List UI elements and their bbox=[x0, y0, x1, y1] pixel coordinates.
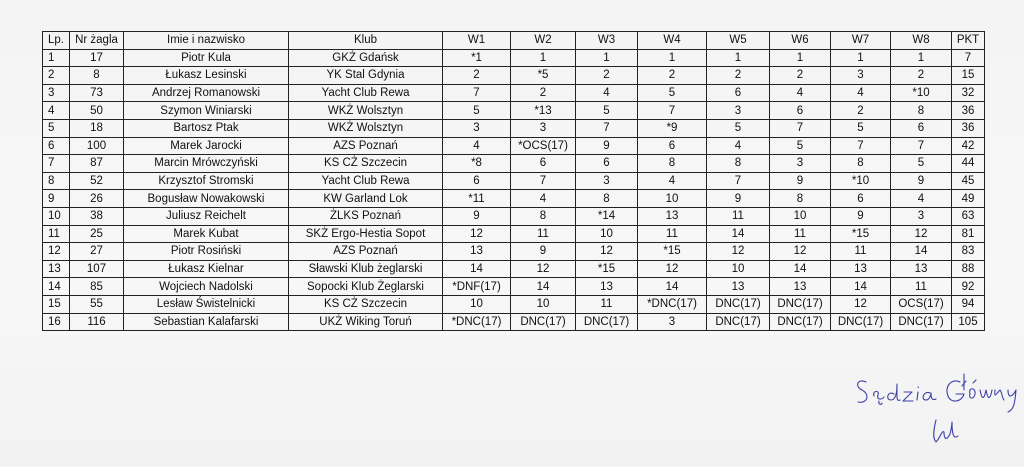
cell-w5: 14 bbox=[707, 225, 770, 243]
cell-sail-number: 100 bbox=[70, 137, 124, 155]
handwritten-signature-icon bbox=[852, 372, 1024, 462]
cell-sail-number: 27 bbox=[70, 243, 124, 261]
table-row bbox=[43, 225, 985, 243]
cell-w8: 9 bbox=[891, 172, 952, 190]
cell-w4: *15 bbox=[638, 243, 707, 261]
cell-sail-number: 26 bbox=[70, 190, 124, 208]
table-row bbox=[43, 67, 985, 85]
cell-points: 88 bbox=[952, 260, 985, 278]
cell-club: KS CŻ Szczecin bbox=[289, 155, 443, 173]
cell-w3: 12 bbox=[576, 243, 638, 261]
cell-w8: 4 bbox=[891, 190, 952, 208]
cell-w6: DNC(17) bbox=[770, 313, 831, 331]
cell-w6: 14 bbox=[770, 260, 831, 278]
table-body bbox=[43, 49, 985, 331]
cell-w1: 12 bbox=[443, 225, 511, 243]
cell-w7: 13 bbox=[831, 260, 891, 278]
cell-w7: 11 bbox=[831, 243, 891, 261]
cell-w8: 3 bbox=[891, 207, 952, 225]
cell-name: Łukasz Kielnar bbox=[124, 260, 289, 278]
cell-w4: 12 bbox=[638, 260, 707, 278]
header-w4: W4 bbox=[638, 32, 707, 50]
cell-w4: 8 bbox=[638, 155, 707, 173]
cell-w8: 11 bbox=[891, 278, 952, 296]
table-row bbox=[43, 84, 985, 102]
cell-w3: 2 bbox=[576, 67, 638, 85]
cell-sail-number: 25 bbox=[70, 225, 124, 243]
cell-points: 105 bbox=[952, 313, 985, 331]
cell-w6: 12 bbox=[770, 243, 831, 261]
cell-points: 7 bbox=[952, 49, 985, 67]
cell-points: 36 bbox=[952, 102, 985, 120]
header-w5: W5 bbox=[707, 32, 770, 50]
cell-points: 45 bbox=[952, 172, 985, 190]
cell-w5: 4 bbox=[707, 137, 770, 155]
cell-w2: 14 bbox=[511, 278, 576, 296]
cell-lp: 16 bbox=[43, 313, 70, 331]
cell-lp: 14 bbox=[43, 278, 70, 296]
cell-w3: 11 bbox=[576, 295, 638, 313]
header-w2: W2 bbox=[511, 32, 576, 50]
judge-signature bbox=[852, 372, 1024, 462]
cell-w8: OCS(17) bbox=[891, 295, 952, 313]
cell-w4: 11 bbox=[638, 225, 707, 243]
cell-club: KW Garland Lok bbox=[289, 190, 443, 208]
cell-w5: 7 bbox=[707, 172, 770, 190]
cell-w6: 6 bbox=[770, 102, 831, 120]
cell-sail-number: 38 bbox=[70, 207, 124, 225]
cell-w4: 13 bbox=[638, 207, 707, 225]
cell-club: Yacht Club Rewa bbox=[289, 84, 443, 102]
cell-w7: 12 bbox=[831, 295, 891, 313]
cell-name: Piotr Kula bbox=[124, 49, 289, 67]
cell-w2: 6 bbox=[511, 155, 576, 173]
cell-lp: 10 bbox=[43, 207, 70, 225]
cell-w8: 13 bbox=[891, 260, 952, 278]
table-row bbox=[43, 260, 985, 278]
header-club: Klub bbox=[289, 32, 443, 50]
cell-w7: 3 bbox=[831, 67, 891, 85]
cell-w2: 1 bbox=[511, 49, 576, 67]
cell-w4: 14 bbox=[638, 278, 707, 296]
cell-name: Szymon Winiarski bbox=[124, 102, 289, 120]
cell-name: Andrzej Romanowski bbox=[124, 84, 289, 102]
cell-w3: 7 bbox=[576, 119, 638, 137]
cell-w7: 6 bbox=[831, 190, 891, 208]
cell-w8: *10 bbox=[891, 84, 952, 102]
cell-w7: *15 bbox=[831, 225, 891, 243]
cell-w4: 3 bbox=[638, 313, 707, 331]
cell-name: Bogusław Nowakowski bbox=[124, 190, 289, 208]
cell-w5: 6 bbox=[707, 84, 770, 102]
cell-w7: 9 bbox=[831, 207, 891, 225]
cell-lp: 7 bbox=[43, 155, 70, 173]
table-row bbox=[43, 190, 985, 208]
cell-w4: *DNC(17) bbox=[638, 295, 707, 313]
cell-w4: 5 bbox=[638, 84, 707, 102]
cell-club: Sopocki Klub Żeglarski bbox=[289, 278, 443, 296]
cell-w1: 10 bbox=[443, 295, 511, 313]
cell-w5: 9 bbox=[707, 190, 770, 208]
cell-w3: *14 bbox=[576, 207, 638, 225]
cell-w3: 10 bbox=[576, 225, 638, 243]
cell-name: Krzysztof Stromski bbox=[124, 172, 289, 190]
cell-w6: 1 bbox=[770, 49, 831, 67]
header-sail-number: Nr żagla bbox=[70, 32, 124, 50]
cell-w6: 11 bbox=[770, 225, 831, 243]
cell-points: 94 bbox=[952, 295, 985, 313]
cell-w3: *15 bbox=[576, 260, 638, 278]
cell-w5: DNC(17) bbox=[707, 313, 770, 331]
cell-w2: *5 bbox=[511, 67, 576, 85]
table-row bbox=[43, 49, 985, 67]
cell-w7: 4 bbox=[831, 84, 891, 102]
cell-w3: 5 bbox=[576, 102, 638, 120]
cell-w2: 11 bbox=[511, 225, 576, 243]
cell-lp: 6 bbox=[43, 137, 70, 155]
cell-sail-number: 107 bbox=[70, 260, 124, 278]
table-row bbox=[43, 207, 985, 225]
cell-w2: 9 bbox=[511, 243, 576, 261]
cell-lp: 5 bbox=[43, 119, 70, 137]
cell-w6: 9 bbox=[770, 172, 831, 190]
header-w6: W6 bbox=[770, 32, 831, 50]
cell-w1: 14 bbox=[443, 260, 511, 278]
cell-w3: 3 bbox=[576, 172, 638, 190]
cell-sail-number: 87 bbox=[70, 155, 124, 173]
cell-w7: 1 bbox=[831, 49, 891, 67]
cell-w1: *DNC(17) bbox=[443, 313, 511, 331]
cell-w1: 4 bbox=[443, 137, 511, 155]
cell-w3: 1 bbox=[576, 49, 638, 67]
cell-w6: 2 bbox=[770, 67, 831, 85]
cell-lp: 12 bbox=[43, 243, 70, 261]
cell-w1: 7 bbox=[443, 84, 511, 102]
cell-w1: 2 bbox=[443, 67, 511, 85]
cell-w1: 13 bbox=[443, 243, 511, 261]
header-w8: W8 bbox=[891, 32, 952, 50]
cell-w4: 2 bbox=[638, 67, 707, 85]
cell-club: UKŻ Wiking Toruń bbox=[289, 313, 443, 331]
cell-w2: 7 bbox=[511, 172, 576, 190]
cell-w1: 6 bbox=[443, 172, 511, 190]
cell-lp: 9 bbox=[43, 190, 70, 208]
cell-name: Marek Kubat bbox=[124, 225, 289, 243]
cell-club: GKŻ Gdańsk bbox=[289, 49, 443, 67]
table-row bbox=[43, 172, 985, 190]
table-row bbox=[43, 243, 985, 261]
cell-sail-number: 85 bbox=[70, 278, 124, 296]
cell-w1: *8 bbox=[443, 155, 511, 173]
cell-w5: 1 bbox=[707, 49, 770, 67]
cell-w7: DNC(17) bbox=[831, 313, 891, 331]
cell-w6: 7 bbox=[770, 119, 831, 137]
cell-club: ŻLKS Poznań bbox=[289, 207, 443, 225]
cell-club: Sławski Klub żeglarski bbox=[289, 260, 443, 278]
cell-points: 92 bbox=[952, 278, 985, 296]
cell-w6: 8 bbox=[770, 190, 831, 208]
cell-sail-number: 50 bbox=[70, 102, 124, 120]
cell-w7: *10 bbox=[831, 172, 891, 190]
cell-w6: 3 bbox=[770, 155, 831, 173]
cell-w1: 5 bbox=[443, 102, 511, 120]
cell-w4: 6 bbox=[638, 137, 707, 155]
cell-club: WKŻ Wolsztyn bbox=[289, 119, 443, 137]
cell-name: Lesław Świstelnicki bbox=[124, 295, 289, 313]
cell-w8: 7 bbox=[891, 137, 952, 155]
cell-w1: *DNF(17) bbox=[443, 278, 511, 296]
cell-w3: DNC(17) bbox=[576, 313, 638, 331]
cell-name: Marcin Mrówczyński bbox=[124, 155, 289, 173]
cell-w2: 12 bbox=[511, 260, 576, 278]
cell-lp: 13 bbox=[43, 260, 70, 278]
cell-w5: 13 bbox=[707, 278, 770, 296]
cell-lp: 1 bbox=[43, 49, 70, 67]
cell-w3: 9 bbox=[576, 137, 638, 155]
cell-w3: 13 bbox=[576, 278, 638, 296]
cell-points: 32 bbox=[952, 84, 985, 102]
cell-w2: 10 bbox=[511, 295, 576, 313]
cell-w6: 13 bbox=[770, 278, 831, 296]
table-row bbox=[43, 119, 985, 137]
cell-name: Piotr Rosiński bbox=[124, 243, 289, 261]
cell-w2: 8 bbox=[511, 207, 576, 225]
cell-club: SKŻ Ergo-Hestia Sopot bbox=[289, 225, 443, 243]
cell-w1: 9 bbox=[443, 207, 511, 225]
cell-name: Juliusz Reichelt bbox=[124, 207, 289, 225]
cell-w2: 3 bbox=[511, 119, 576, 137]
cell-w2: 2 bbox=[511, 84, 576, 102]
cell-w1: *11 bbox=[443, 190, 511, 208]
cell-w8: 5 bbox=[891, 155, 952, 173]
cell-sail-number: 18 bbox=[70, 119, 124, 137]
header-name: Imie i nazwisko bbox=[124, 32, 289, 50]
cell-points: 15 bbox=[952, 67, 985, 85]
cell-points: 36 bbox=[952, 119, 985, 137]
cell-w4: 4 bbox=[638, 172, 707, 190]
cell-w4: 10 bbox=[638, 190, 707, 208]
cell-sail-number: 55 bbox=[70, 295, 124, 313]
cell-w7: 2 bbox=[831, 102, 891, 120]
cell-w5: 8 bbox=[707, 155, 770, 173]
cell-lp: 11 bbox=[43, 225, 70, 243]
cell-club: YK Stal Gdynia bbox=[289, 67, 443, 85]
cell-lp: 15 bbox=[43, 295, 70, 313]
cell-w2: 4 bbox=[511, 190, 576, 208]
cell-name: Łukasz Lesinski bbox=[124, 67, 289, 85]
cell-w1: 3 bbox=[443, 119, 511, 137]
cell-points: 81 bbox=[952, 225, 985, 243]
cell-points: 49 bbox=[952, 190, 985, 208]
cell-sail-number: 17 bbox=[70, 49, 124, 67]
cell-w3: 8 bbox=[576, 190, 638, 208]
cell-w5: 10 bbox=[707, 260, 770, 278]
regatta-results-table bbox=[42, 31, 985, 331]
cell-name: Marek Jarocki bbox=[124, 137, 289, 155]
cell-sail-number: 73 bbox=[70, 84, 124, 102]
cell-w4: *9 bbox=[638, 119, 707, 137]
cell-w4: 1 bbox=[638, 49, 707, 67]
cell-w4: 7 bbox=[638, 102, 707, 120]
cell-club: WKŻ Wolsztyn bbox=[289, 102, 443, 120]
cell-w6: 10 bbox=[770, 207, 831, 225]
cell-w5: 11 bbox=[707, 207, 770, 225]
cell-w2: DNC(17) bbox=[511, 313, 576, 331]
cell-w5: 12 bbox=[707, 243, 770, 261]
cell-points: 83 bbox=[952, 243, 985, 261]
cell-name: Bartosz Ptak bbox=[124, 119, 289, 137]
header-points: PKT bbox=[952, 32, 985, 50]
table-row bbox=[43, 313, 985, 331]
header-w3: W3 bbox=[576, 32, 638, 50]
cell-w7: 5 bbox=[831, 119, 891, 137]
cell-w8: 12 bbox=[891, 225, 952, 243]
cell-club: AZS Poznań bbox=[289, 137, 443, 155]
cell-lp: 2 bbox=[43, 67, 70, 85]
cell-lp: 8 bbox=[43, 172, 70, 190]
cell-w8: 1 bbox=[891, 49, 952, 67]
header-w7: W7 bbox=[831, 32, 891, 50]
table-row bbox=[43, 155, 985, 173]
cell-club: Yacht Club Rewa bbox=[289, 172, 443, 190]
cell-w5: 5 bbox=[707, 119, 770, 137]
cell-w8: DNC(17) bbox=[891, 313, 952, 331]
table-row bbox=[43, 295, 985, 313]
cell-club: AZS Poznań bbox=[289, 243, 443, 261]
cell-w8: 8 bbox=[891, 102, 952, 120]
cell-w6: DNC(17) bbox=[770, 295, 831, 313]
cell-points: 44 bbox=[952, 155, 985, 173]
header-lp: Lp. bbox=[43, 32, 70, 50]
cell-name: Wojciech Nadolski bbox=[124, 278, 289, 296]
cell-w8: 2 bbox=[891, 67, 952, 85]
cell-lp: 3 bbox=[43, 84, 70, 102]
cell-w2: *13 bbox=[511, 102, 576, 120]
cell-club: KS CŻ Szczecin bbox=[289, 295, 443, 313]
table-row bbox=[43, 137, 985, 155]
cell-points: 42 bbox=[952, 137, 985, 155]
cell-w8: 6 bbox=[891, 119, 952, 137]
cell-sail-number: 116 bbox=[70, 313, 124, 331]
cell-w1: *1 bbox=[443, 49, 511, 67]
cell-w5: DNC(17) bbox=[707, 295, 770, 313]
cell-w3: 4 bbox=[576, 84, 638, 102]
cell-points: 63 bbox=[952, 207, 985, 225]
table-header-row bbox=[43, 32, 985, 50]
cell-w5: 2 bbox=[707, 67, 770, 85]
cell-w6: 4 bbox=[770, 84, 831, 102]
table-row bbox=[43, 278, 985, 296]
cell-w2: *OCS(17) bbox=[511, 137, 576, 155]
cell-lp: 4 bbox=[43, 102, 70, 120]
cell-w6: 5 bbox=[770, 137, 831, 155]
cell-w3: 6 bbox=[576, 155, 638, 173]
cell-w5: 3 bbox=[707, 102, 770, 120]
cell-sail-number: 52 bbox=[70, 172, 124, 190]
cell-w7: 8 bbox=[831, 155, 891, 173]
cell-w7: 7 bbox=[831, 137, 891, 155]
header-w1: W1 bbox=[443, 32, 511, 50]
cell-name: Sebastian Kalafarski bbox=[124, 313, 289, 331]
cell-w7: 14 bbox=[831, 278, 891, 296]
table-row bbox=[43, 102, 985, 120]
cell-w8: 14 bbox=[891, 243, 952, 261]
cell-sail-number: 8 bbox=[70, 67, 124, 85]
